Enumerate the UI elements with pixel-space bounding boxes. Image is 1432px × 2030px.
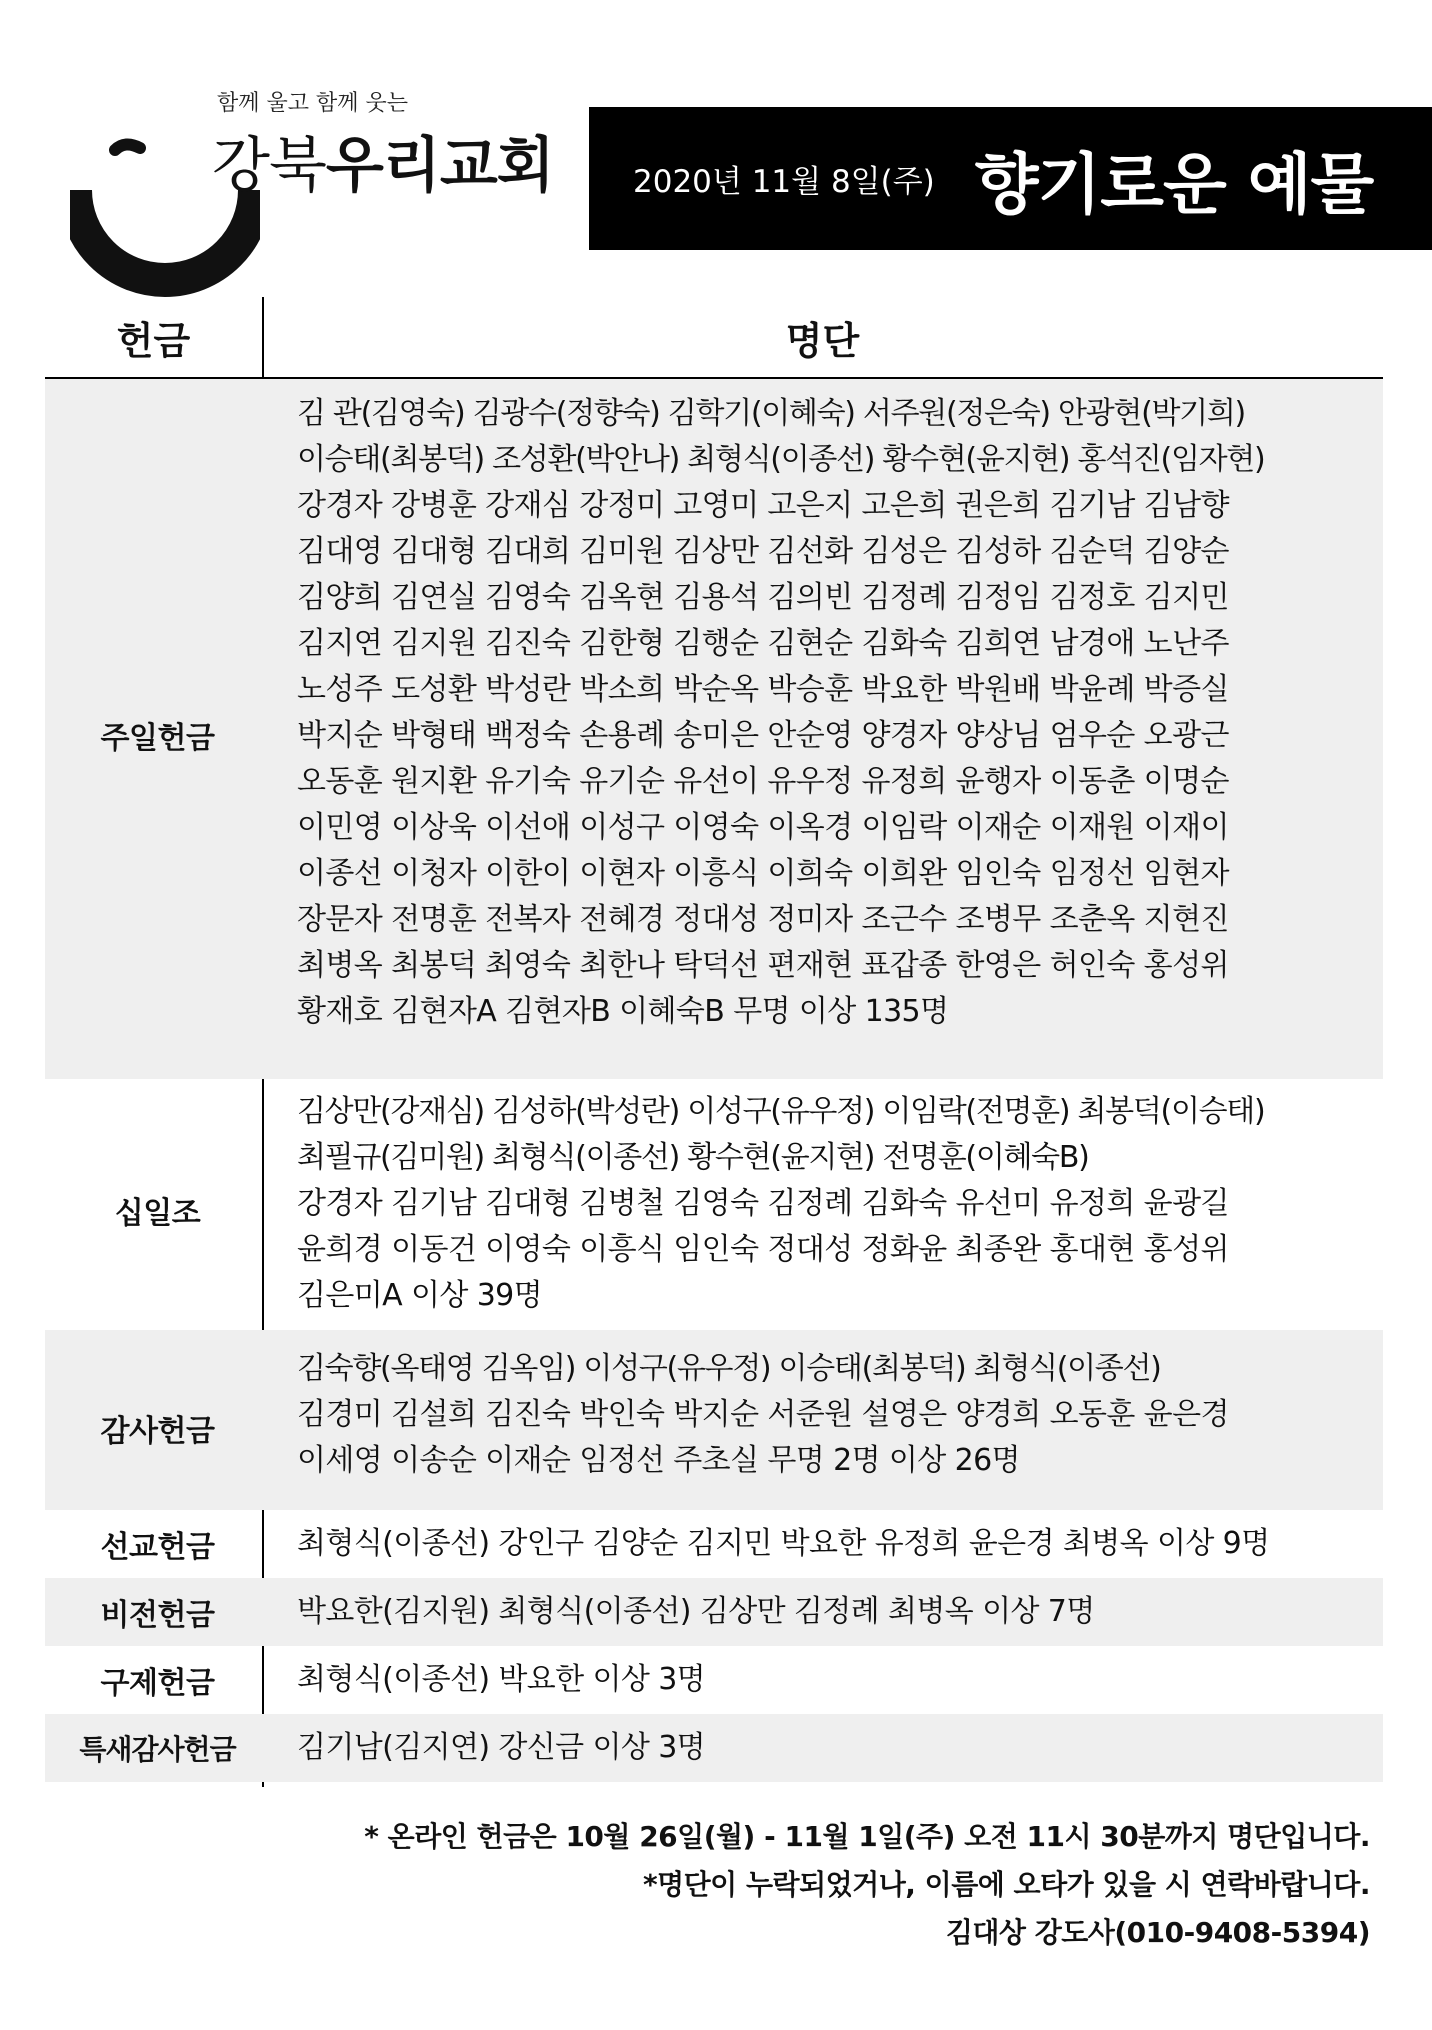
name-line: 이세영 이송순 이재순 임정선 주초실 무명 2명 이상 26명 bbox=[297, 1443, 1020, 1478]
row-names bbox=[266, 1346, 1383, 1510]
name-line: 김기남(김지연) 강신금 이상 3명 bbox=[297, 1730, 706, 1765]
name-line: 김 관(김영숙) 김광수(정향숙) 김학기(이혜숙) 서주원(정은숙) 안광현(박기희) bbox=[297, 396, 1245, 431]
footer-correction-note: *명단이 누락되었거나, 이름에 오타가 있을 시 연락바랍니다. bbox=[642, 1868, 1370, 1901]
header-banner bbox=[589, 107, 1432, 250]
row-category: 선교헌금 bbox=[100, 1530, 215, 1565]
name-line: 김대영 김대형 김대희 김미원 김상만 김선화 김성은 김성하 김순덕 김양순 bbox=[297, 534, 1229, 569]
name-line: 박지순 박형태 백정숙 손용례 송미은 안순영 양경자 양상님 엄우순 오광근 bbox=[297, 718, 1229, 753]
name-line: 오동훈 원지환 유기숙 유기순 유선이 유우정 유정희 윤행자 이동춘 이명순 bbox=[297, 764, 1229, 799]
name-line: 노성주 도성환 박성란 박소희 박순옥 박승훈 박요한 박원배 박윤례 박증실 bbox=[297, 672, 1229, 707]
table-row bbox=[45, 1714, 1383, 1782]
name-line: 최형식(이종선) 강인구 김양순 김지민 박요한 유정희 윤은경 최병옥 이상 9명 bbox=[297, 1526, 1270, 1561]
table-row bbox=[45, 1510, 1383, 1578]
name-line: 최병옥 최봉덕 최영숙 최한나 탁덕선 편재현 표갑종 한영은 허인숙 홍성위 bbox=[297, 948, 1229, 983]
row-category: 구제헌금 bbox=[100, 1666, 215, 1701]
name-line: 강경자 강병훈 강재심 강정미 고영미 고은지 고은희 권은희 김기남 김남향 bbox=[297, 488, 1229, 523]
name-line: 김숙향(옥태영 김옥임) 이성구(유우정) 이승태(최봉덕) 최형식(이종선) bbox=[297, 1351, 1161, 1386]
row-names bbox=[266, 391, 1383, 1079]
service-date: 2020년 11월 8일(주) bbox=[633, 164, 935, 200]
name-line: 김양희 김연실 김영숙 김옥현 김용석 김의빈 김정례 김정임 김정호 김지민 bbox=[297, 580, 1229, 615]
row-category: 십일조 bbox=[114, 1195, 201, 1231]
table-header bbox=[45, 297, 1383, 379]
row-names bbox=[266, 1725, 1383, 1771]
church-name-light: 강북 bbox=[212, 131, 326, 201]
name-line: 이종선 이청자 이한이 이현자 이흥식 이희숙 이희완 임인숙 임정선 임현자 bbox=[297, 856, 1229, 891]
church-tagline: 함께 울고 함께 웃는 bbox=[217, 91, 408, 116]
table-row bbox=[45, 1578, 1383, 1646]
church-name bbox=[212, 118, 554, 204]
table-row bbox=[45, 1330, 1383, 1510]
row-category: 주일헌금 bbox=[100, 721, 215, 756]
name-line: 김지연 김지원 김진숙 김한형 김행순 김현순 김화숙 김희연 남경애 노난주 bbox=[297, 626, 1229, 661]
row-names bbox=[266, 1521, 1383, 1567]
footer-notes bbox=[364, 1813, 1370, 1957]
offering-table bbox=[45, 297, 1383, 1782]
row-names bbox=[266, 1089, 1383, 1330]
name-line: 김은미A 이상 39명 bbox=[297, 1278, 543, 1313]
name-line: 김경미 김설희 김진숙 박인숙 박지순 서준원 설영은 양경희 오동훈 윤은경 bbox=[297, 1397, 1229, 1432]
name-line: 이민영 이상욱 이선애 이성구 이영숙 이옥경 이임락 이재순 이재원 이재이 bbox=[297, 810, 1229, 845]
name-line: 최형식(이종선) 박요한 이상 3명 bbox=[297, 1662, 706, 1697]
row-names bbox=[266, 1657, 1383, 1703]
header-names: 명단 bbox=[785, 318, 860, 363]
table-row bbox=[45, 1646, 1383, 1714]
row-category: 특새감사헌금 bbox=[79, 1733, 236, 1766]
header-offering: 헌금 bbox=[116, 318, 191, 363]
footer-contact: 김대상 강도사(010-9408-5394) bbox=[945, 1916, 1370, 1949]
footer-online-note: * 온라인 헌금은 10월 26일(월) - 11월 1일(주) 오전 11시 30분까지 명단입니다. bbox=[364, 1820, 1370, 1853]
name-line: 강경자 김기남 김대형 김병철 김영숙 김정례 김화숙 유선미 유정희 윤광길 bbox=[297, 1186, 1229, 1221]
row-category: 감사헌금 bbox=[100, 1414, 215, 1449]
page-title: 향기로운 예물 bbox=[974, 146, 1374, 223]
name-line: 박요한(김지원) 최형식(이종선) 김상만 김정례 최병옥 이상 7명 bbox=[297, 1594, 1095, 1629]
name-line: 황재호 김현자A 김현자B 이혜숙B 무명 이상 135명 bbox=[297, 994, 949, 1029]
name-line: 이승태(최봉덕) 조성환(박안나) 최형식(이종선) 황수현(윤지현) 홍석진(임자현) bbox=[297, 442, 1265, 477]
row-category: 비전헌금 bbox=[100, 1598, 215, 1633]
name-line: 장문자 전명훈 전복자 전혜경 정대성 정미자 조근수 조병무 조춘옥 지현진 bbox=[297, 902, 1229, 937]
table-row bbox=[45, 379, 1383, 1079]
row-names bbox=[266, 1589, 1383, 1635]
church-name-bold: 우리교회 bbox=[325, 131, 554, 201]
name-line: 윤희경 이동건 이영숙 이흥식 임인숙 정대성 정화윤 최종완 홍대현 홍성위 bbox=[297, 1232, 1229, 1267]
table-row bbox=[45, 1079, 1383, 1330]
name-line: 김상만(강재심) 김성하(박성란) 이성구(유우정) 이임락(전명훈) 최봉덕(이승태) bbox=[297, 1094, 1265, 1129]
name-line: 최필규(김미원) 최형식(이종선) 황수현(윤지현) 전명훈(이혜숙B) bbox=[297, 1140, 1089, 1175]
